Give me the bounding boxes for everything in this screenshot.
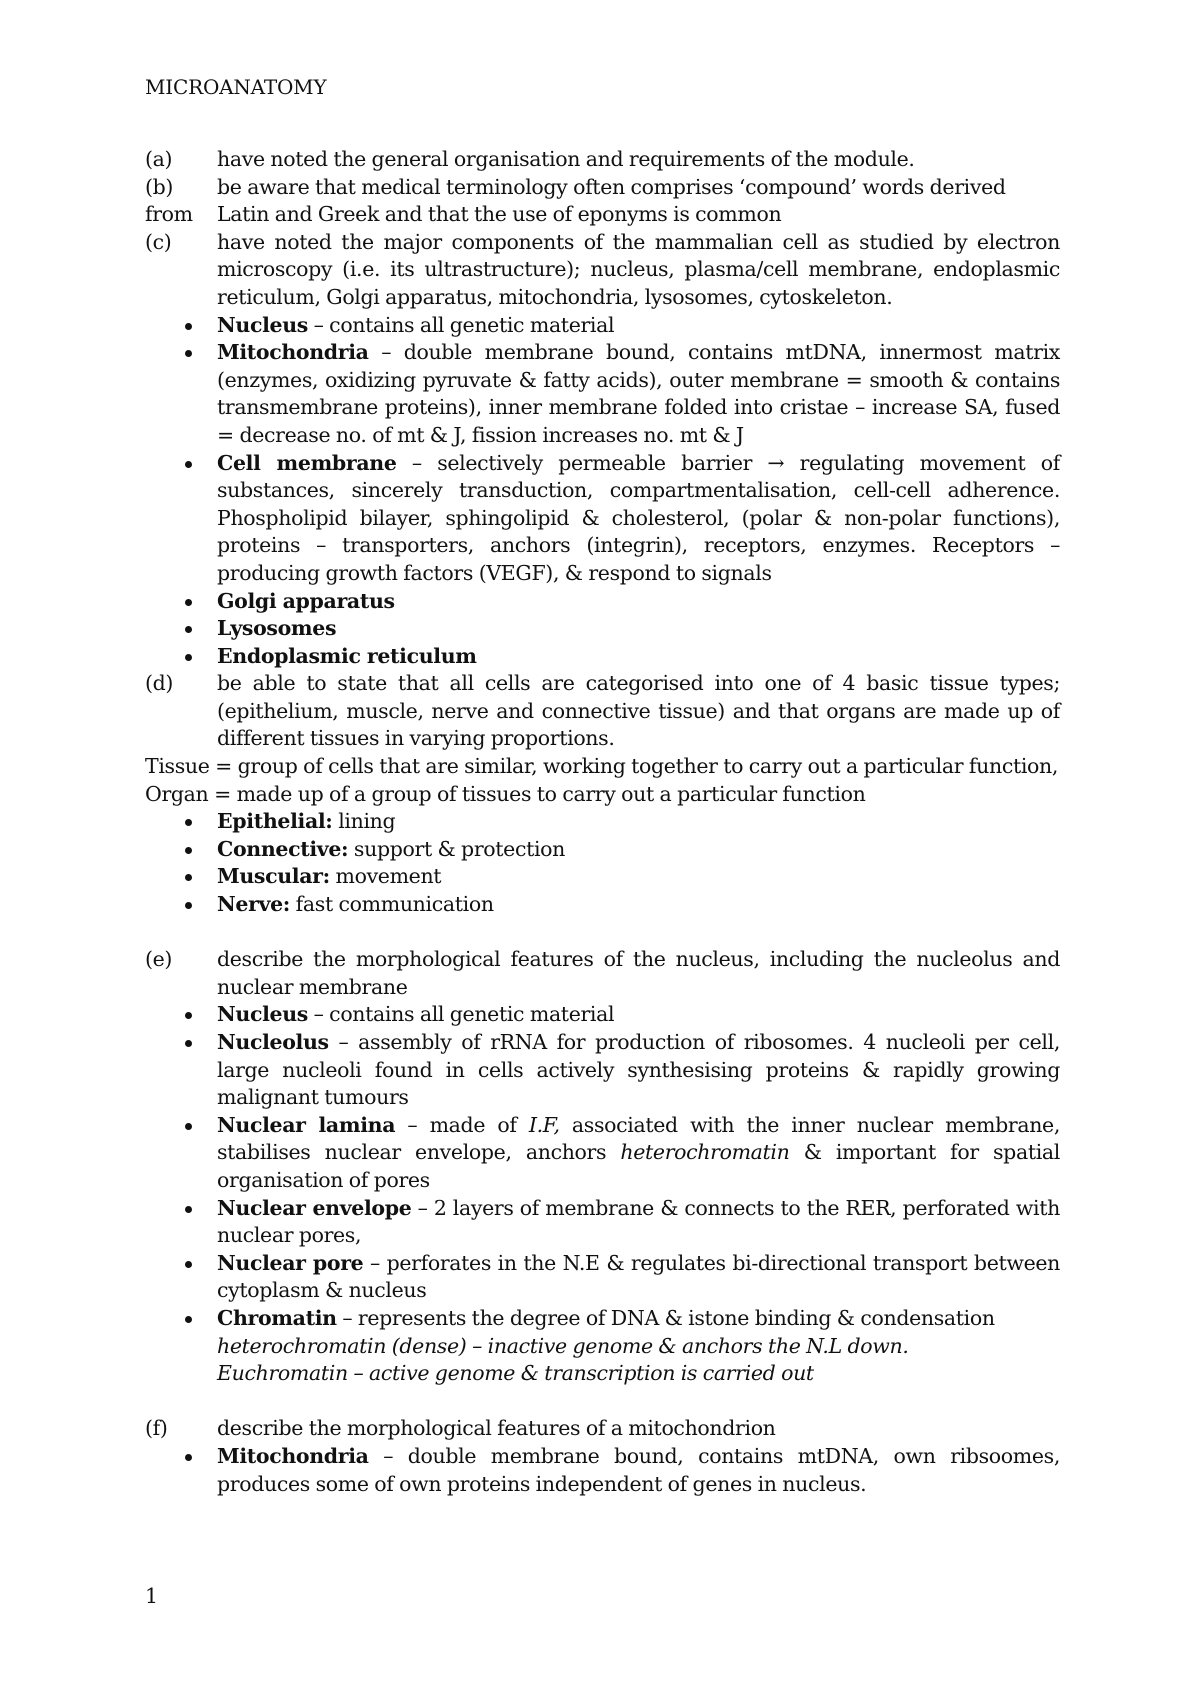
bullet-term: Nerve: bbox=[217, 892, 291, 917]
tissue-definition: Tissue = group of cells that are similar, working together to carry out a particular function, bbox=[145, 754, 1059, 779]
objective-text: Latin and Greek and that the use of eponyms is common bbox=[217, 202, 782, 227]
bullet-icon bbox=[145, 1305, 217, 1388]
bullet-icon bbox=[145, 339, 217, 449]
bullet-term: Nucleus bbox=[217, 1002, 308, 1027]
blank-line bbox=[145, 1388, 1060, 1416]
bullet-list-cell-components bbox=[145, 312, 1060, 671]
bullet-text: – represents the degree of DNA & istone binding & condensation bbox=[336, 1305, 995, 1330]
objective-text: describe the morphological features of a mitochondrion bbox=[217, 1416, 776, 1441]
bullet-term: Cell membrane bbox=[217, 450, 397, 475]
bullet-icon bbox=[145, 312, 217, 340]
objective-label: (b) bbox=[145, 174, 174, 199]
bullet-term: Nucleolus bbox=[217, 1030, 329, 1054]
list-item bbox=[145, 1305, 1060, 1388]
objective-text: have noted the major components of the mammalian cell as studied by electron microscopy (i.e. its ultrastructure); nucleus, plasma/cell membrane, endoplasmic reticulum, Golgi apparatus, mitochondria, lysosomes, cytoskeleton. bbox=[217, 229, 1060, 309]
objective-c bbox=[145, 229, 1060, 312]
blank-line bbox=[145, 919, 1060, 947]
bullet-text-italic: Euchromatin – active genome & transcription is carried out bbox=[217, 1361, 814, 1386]
list-item bbox=[145, 891, 1060, 919]
bullet-text: associated with the inner nuclear membrane, stabilises nuclear envelope, anchors bbox=[217, 1112, 1060, 1165]
page-number: 1 bbox=[145, 1584, 158, 1608]
bullet-icon bbox=[145, 808, 217, 836]
organ-definition: Organ = made up of a group of tissues to carry out a particular function bbox=[145, 781, 866, 806]
bullet-icon bbox=[145, 836, 217, 864]
bullet-icon bbox=[145, 863, 217, 891]
bullet-icon bbox=[145, 891, 217, 919]
list-item bbox=[145, 1112, 1060, 1195]
objective-b-continued bbox=[145, 201, 1060, 229]
bullet-list-tissue-types bbox=[145, 808, 1060, 918]
bullet-text: – 2 layers of membrane & connects to the RER, perforated with nuclear pores, bbox=[217, 1195, 1060, 1248]
objective-d bbox=[145, 670, 1060, 753]
bullet-term: Mitochondria bbox=[217, 340, 369, 365]
bullet-icon bbox=[145, 643, 217, 671]
objective-label: (f) bbox=[145, 1416, 168, 1441]
bullet-term: Nuclear pore bbox=[217, 1250, 364, 1275]
bullet-icon bbox=[145, 1029, 217, 1112]
objective-f bbox=[145, 1415, 1060, 1443]
document-body bbox=[145, 146, 1060, 1498]
bullet-icon bbox=[145, 615, 217, 643]
objective-text: be able to state that all cells are categorised into one of 4 basic tissue types; (epithelium, muscle, nerve and connective tissue) and that organs are made up of different tissues in varying proportions. bbox=[217, 671, 1060, 751]
list-item bbox=[145, 312, 1060, 340]
bullet-text: lining bbox=[332, 809, 396, 834]
bullet-term: Golgi apparatus bbox=[217, 588, 395, 613]
list-item bbox=[145, 643, 1060, 671]
list-item bbox=[145, 808, 1060, 836]
objective-label: (a) bbox=[145, 147, 173, 171]
bullet-icon bbox=[145, 1443, 217, 1498]
bullet-text: support & protection bbox=[348, 836, 566, 861]
bullet-list-mitochondrion bbox=[145, 1443, 1060, 1498]
objective-label: (e) bbox=[145, 947, 173, 972]
bullet-text: fast communication bbox=[290, 892, 494, 917]
bullet-icon bbox=[145, 588, 217, 616]
bullet-text: & important for spatial organisation of pores bbox=[217, 1140, 1060, 1192]
bullet-text: – assembly of rRNA for production of ribosomes. 4 nucleoli per cell, large nucleoli found in cells actively synthesising proteins & rapidly growing malignant tumours bbox=[217, 1030, 1060, 1110]
bullet-term: Connective: bbox=[217, 836, 349, 861]
objective-b bbox=[145, 174, 1060, 202]
objective-label: (d) bbox=[145, 671, 174, 696]
bullet-term: Lysosomes bbox=[217, 616, 337, 641]
list-item bbox=[145, 1195, 1060, 1250]
bullet-icon bbox=[145, 1250, 217, 1305]
bullet-icon bbox=[145, 1195, 217, 1250]
bullet-text-italic: heterochromatin (dense) – inactive genome & anchors the N.L down. bbox=[217, 1333, 909, 1358]
list-item bbox=[145, 1029, 1060, 1112]
bullet-term: Nucleus bbox=[217, 312, 308, 337]
bullet-text: – made of bbox=[395, 1112, 529, 1137]
objective-text: be aware that medical terminology often comprises ‘compound’ words derived bbox=[217, 174, 1006, 199]
bullet-term: Chromatin bbox=[217, 1305, 337, 1330]
bullet-text-italic: heterochromatin bbox=[620, 1140, 790, 1165]
list-item bbox=[145, 1250, 1060, 1305]
bullet-text: – selectively permeable barrier → regulating movement of substances, sincerely transduction, compartmentalisation, cell-cell adherence. Phospholipid bilayer, sphingolipid & cholesterol, (polar & non-polar functions), proteins – transporters, anchors (integrin), receptors, enzymes. Receptors – producing growth factors (VEGF), & respond to signals bbox=[217, 450, 1060, 585]
bullet-term: Mitochondria bbox=[217, 1443, 369, 1468]
bullet-term: Nuclear lamina bbox=[217, 1112, 396, 1137]
objective-label: (c) bbox=[145, 229, 172, 254]
objective-continuation-label: from bbox=[145, 202, 193, 227]
bullet-text: – double membrane bound, contains mtDNA, own ribsoomes, produces some of own proteins independent of genes in nucleus. bbox=[217, 1443, 1060, 1496]
bullet-text-italic: I.F, bbox=[528, 1112, 560, 1137]
bullet-text: – contains all genetic material bbox=[307, 312, 615, 337]
bullet-text: movement bbox=[329, 864, 442, 889]
bullet-icon bbox=[145, 1001, 217, 1029]
bullet-term: Muscular: bbox=[217, 864, 330, 889]
list-item bbox=[145, 588, 1060, 616]
bullet-term: Endoplasmic reticulum bbox=[217, 643, 477, 668]
objective-a bbox=[145, 146, 1060, 174]
bullet-icon bbox=[145, 1112, 217, 1195]
bullet-text: – perforates in the N.E & regulates bi-directional transport between cytoplasm & nucleus bbox=[217, 1250, 1060, 1303]
list-item bbox=[145, 615, 1060, 643]
bullet-term: Nuclear envelope bbox=[217, 1195, 412, 1220]
list-item bbox=[145, 836, 1060, 864]
list-item bbox=[145, 863, 1060, 891]
list-item bbox=[145, 1443, 1060, 1498]
objective-text: have noted the general organisation and requirements of the module. bbox=[217, 147, 915, 171]
page-header: MICROANATOMY bbox=[145, 75, 327, 99]
bullet-text: – double membrane bound, contains mtDNA, innermost matrix (enzymes, oxidizing pyruvate & fatty acids), outer membrane = smooth & contains transmembrane proteins), inner membrane folded into cristae – increase SA, fused = decrease no. of mt & J, fission increases no. mt & J bbox=[217, 340, 1060, 447]
list-item bbox=[145, 1001, 1060, 1029]
bullet-text: – contains all genetic material bbox=[307, 1002, 615, 1027]
objective-e bbox=[145, 946, 1060, 1001]
bullet-list-nucleus bbox=[145, 1001, 1060, 1387]
list-item bbox=[145, 450, 1060, 588]
list-item bbox=[145, 339, 1060, 449]
bullet-icon bbox=[145, 450, 217, 588]
bullet-term: Epithelial: bbox=[217, 809, 333, 834]
objective-text: describe the morphological features of the nucleus, including the nucleolus and nuclear membrane bbox=[217, 947, 1060, 999]
